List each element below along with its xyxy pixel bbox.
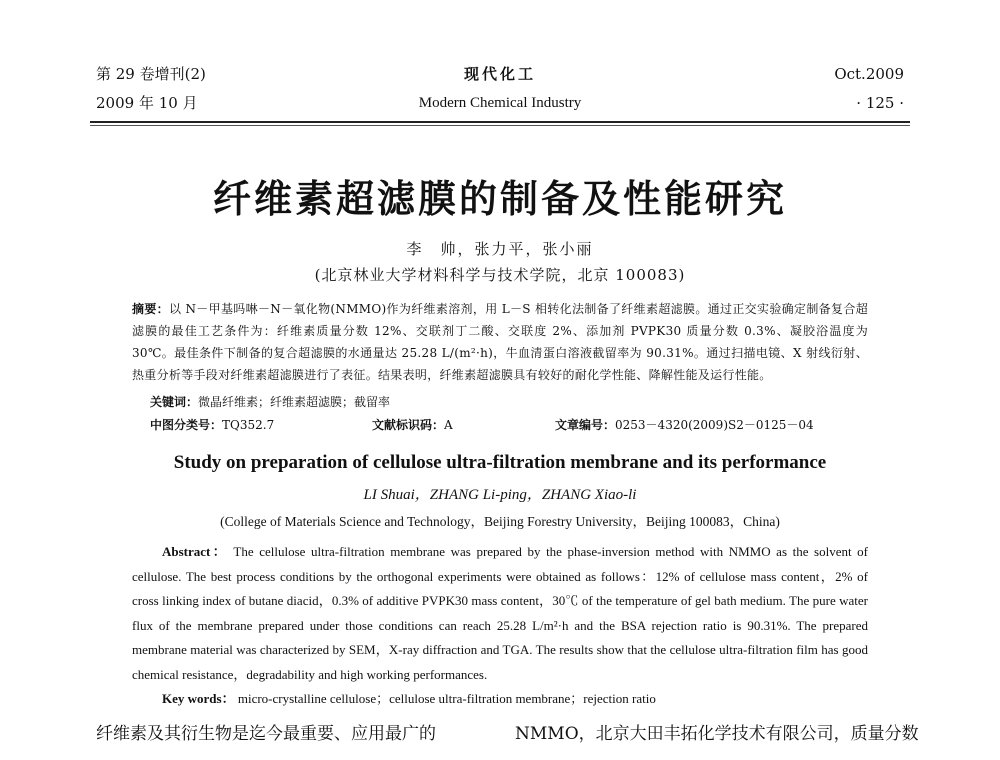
affiliation-en: (College of Materials Science and Technology，Beijing Forestry University，Beijing 100083，China) xyxy=(220,514,780,529)
body-left-column xyxy=(96,722,486,746)
abstract-en xyxy=(132,540,868,687)
keywords-en-label: Key words： xyxy=(162,691,235,706)
authors-en: LI Shuai，ZHANG Li-ping，ZHANG Xiao-li xyxy=(363,487,637,503)
page-number: · 125 · xyxy=(856,94,904,112)
abstract-en-text: The cellulose ultra-filtration membrane was prepared by the phase-inversion method with NMMO as the solvent of cellulose. The best process conditions by the orthogonal experiments were obtained as follows：12% of cellulose mass content，2% of cross linking index of butane diacid，0.3% of additive PVPK30 mass content，30℃ of the temperature of gel bath medium. The pure water flux of the membrane prepared under those conditions can reach 25.28 L/m²·h and the BSA rejection ratio is 90.31%. The prepared membrane material was characterized by SEM，X-ray diffraction and TGA. The results show that the cellulose ultra-filtration film has good chemical resistance，degradability and high working performances. xyxy=(132,544,869,682)
affiliation-cn: (北京林业大学材料科学与技术学院，北京 100083) xyxy=(314,266,686,284)
article-no-cell xyxy=(555,416,814,433)
clc-label: 中图分类号： xyxy=(150,418,223,432)
journal-name-cn: 现代化工 xyxy=(463,65,536,83)
keywords-cn xyxy=(150,393,390,410)
date-en: Oct.2009 xyxy=(834,65,904,83)
abstract-cn-text: 以 N－甲基吗啉－N－氧化物(NMMO)作为纤维素溶剂，用 L－S 相转化法制备了纤维素超滤膜。通过正交实验确定制备复合超滤膜的最佳工艺条件为：纤维素质量分数 12%、交联剂丁二酸、交联度 2%、添加剂 PVPK30 质量分数 0.3%、凝胶浴温度为 30℃。最佳条件下制备的复合超滤膜的水通量达 25.28 L/(m²·h)，牛血清蛋白溶液截留率为 90.31%。通过扫描电镜、X 射线衍射、热重分析等手段对纤维素超滤膜进行了表征。结果表明，纤维素超滤膜具有较好的耐化学性能、降解性能及运行性能。 xyxy=(132,302,868,382)
title-en: Study on preparation of cellulose ultra-filtration membrane and its performance xyxy=(173,452,827,473)
header-right xyxy=(834,60,904,118)
header-rule-thick xyxy=(90,121,910,123)
clc-value: TQ352.7 xyxy=(222,418,275,432)
body-left-line: 纤维素及其衍生物是迄今最重要、应用最广的 xyxy=(96,724,436,744)
keywords-cn-label: 关键词： xyxy=(150,395,199,409)
volume-issue: 第 29 卷增刊(2) xyxy=(96,65,206,83)
authors-cn: 李 帅，张力平，张小丽 xyxy=(406,240,594,258)
keywords-en-text: micro-crystalline cellulose；cellulose ultra-filtration membrane；rejection ratio xyxy=(237,691,656,706)
article-no-label: 文章编号： xyxy=(555,418,616,432)
doc-code-cell xyxy=(372,416,453,433)
journal-name-en: Modern Chemical Industry xyxy=(418,95,582,111)
doc-code-label: 文献标识码： xyxy=(372,418,445,432)
header-center xyxy=(346,60,654,118)
date-cn: 2009 年 10 月 xyxy=(96,94,198,112)
clc-cell xyxy=(150,416,274,433)
keywords-en xyxy=(162,688,656,707)
doc-code-value: A xyxy=(444,418,453,432)
article-no-value: 0253－4320(2009)S2－0125－04 xyxy=(615,418,814,432)
body-right-line: NMMO，北京大田丰拓化学技术有限公司，质量分数 xyxy=(515,724,919,744)
running-header xyxy=(96,60,904,118)
header-left xyxy=(96,60,206,118)
keywords-cn-text: 微晶纤维素；纤维素超滤膜；截留率 xyxy=(198,395,391,409)
title-cn: 纤维素超滤膜的制备及性能研究 xyxy=(212,177,787,221)
body-right-column xyxy=(515,722,919,746)
abstract-en-paragraph xyxy=(132,540,868,687)
header-rule-thin xyxy=(90,125,910,126)
abstract-cn-label: 摘要： xyxy=(132,302,170,316)
abstract-en-label: Abstract： xyxy=(162,544,229,559)
abstract-cn xyxy=(132,298,868,386)
